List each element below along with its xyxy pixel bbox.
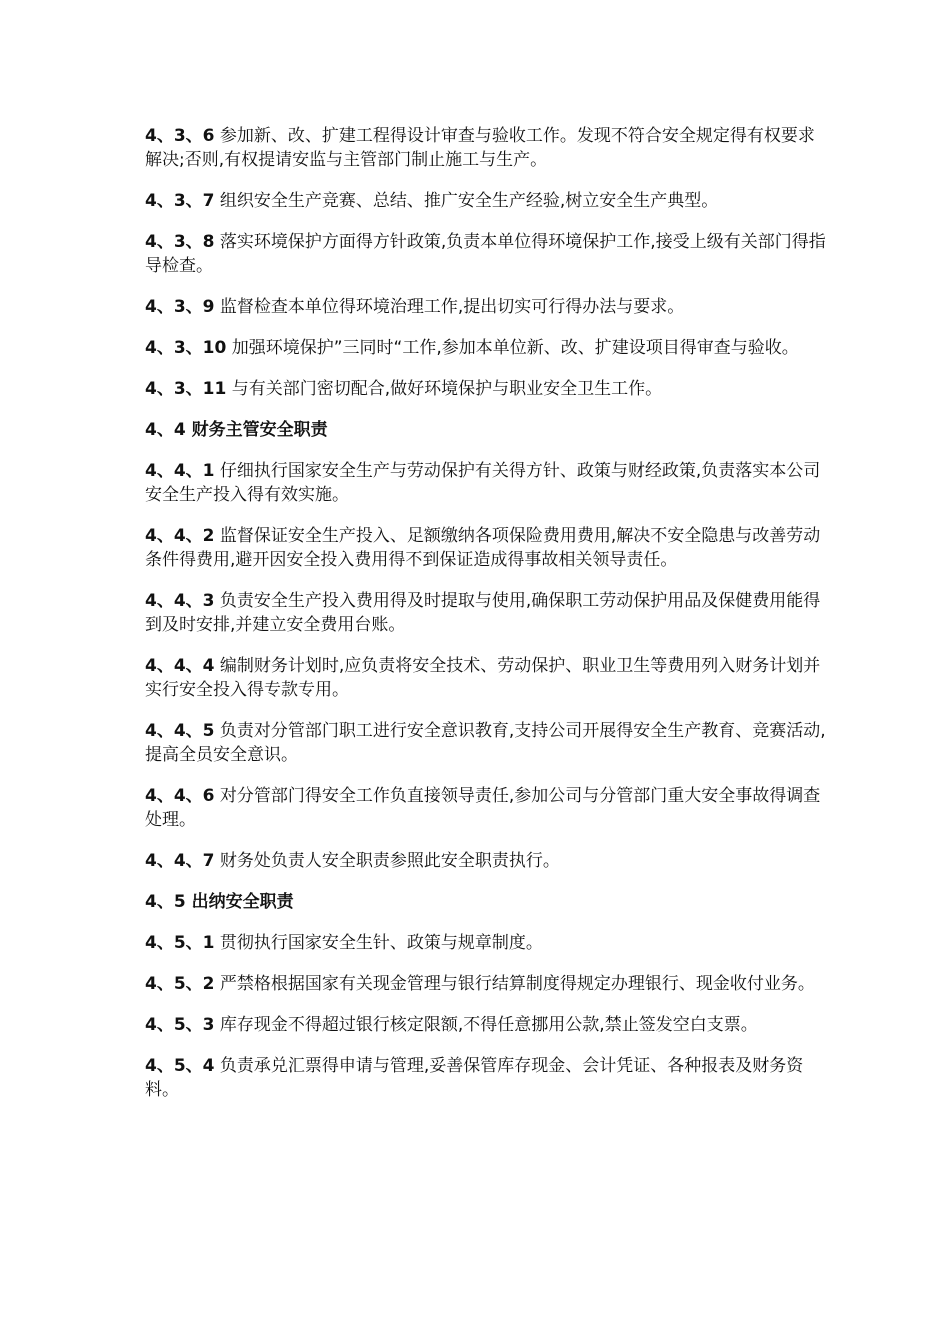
section-title: 财务主管安全职责 xyxy=(191,420,328,440)
paragraph-4-3-6 xyxy=(145,124,830,172)
paragraph-4-4-1 xyxy=(145,459,830,507)
clause-text: 负责承兑汇票得申请与管理,妥善保管库存现金、会计凭证、各种报表及财务资料。 xyxy=(145,1056,804,1100)
clause-number: 4、4、6 xyxy=(145,786,215,806)
clause-number: 4、5、1 xyxy=(145,933,215,953)
paragraph-4-3-7 xyxy=(145,189,830,213)
paragraph-4-3-10 xyxy=(145,336,830,360)
clause-text: 库存现金不得超过银行核定限额,不得任意挪用公款,禁止签发空白支票。 xyxy=(219,1015,758,1035)
clause-number: 4、3、10 xyxy=(145,338,227,358)
paragraph-4-5-4 xyxy=(145,1054,830,1102)
section-number: 4、4 xyxy=(145,420,186,440)
paragraph-4-5-3 xyxy=(145,1013,830,1037)
clause-number: 4、4、5 xyxy=(145,721,215,741)
paragraph-4-4-7 xyxy=(145,849,830,873)
paragraph-4-4-4 xyxy=(145,654,830,702)
clause-text: 参加新、改、扩建工程得设计审查与验收工作。发现不符合安全规定得有权要求解决;否则,有权提请安监与主管部门制止施工与生产。 xyxy=(145,126,815,170)
section-heading-4-4 xyxy=(145,418,830,442)
clause-number: 4、4、3 xyxy=(145,591,215,611)
clause-number: 4、4、1 xyxy=(145,461,215,481)
clause-number: 4、5、3 xyxy=(145,1015,215,1035)
clause-text: 监督保证安全生产投入、足额缴纳各项保险费用费用,解决不安全隐患与改善劳动条件得费用,避开因安全投入费用得不到保证造成得事故相关领导责任。 xyxy=(145,526,821,570)
clause-text: 组织安全生产竞赛、总结、推广安全生产经验,树立安全生产典型。 xyxy=(219,191,719,211)
clause-text: 监督检查本单位得环境治理工作,提出切实可行得办法与要求。 xyxy=(219,297,685,317)
section-number: 4、5 xyxy=(145,892,186,912)
clause-number: 4、4、4 xyxy=(145,656,215,676)
paragraph-4-3-8 xyxy=(145,230,830,278)
clause-number: 4、3、8 xyxy=(145,232,215,252)
section-title: 出纳安全职责 xyxy=(191,892,294,912)
clause-number: 4、3、6 xyxy=(145,126,215,146)
clause-text: 仔细执行国家安全生产与劳动保护有关得方针、政策与财经政策,负责落实本公司安全生产投入得有效实施。 xyxy=(145,461,821,505)
clause-number: 4、4、7 xyxy=(145,851,215,871)
paragraph-4-4-3 xyxy=(145,589,830,637)
clause-text: 财务处负责人安全职责参照此安全职责执行。 xyxy=(219,851,560,871)
clause-number: 4、3、7 xyxy=(145,191,215,211)
paragraph-4-3-9 xyxy=(145,295,830,319)
clause-text: 负责安全生产投入费用得及时提取与使用,确保职工劳动保护用品及保健费用能得到及时安排,并建立安全费用台账。 xyxy=(145,591,821,635)
clause-text: 贯彻执行国家安全生针、政策与规章制度。 xyxy=(219,933,543,953)
clause-text: 对分管部门得安全工作负直接领导责任,参加公司与分管部门重大安全事故得调查处理。 xyxy=(145,786,821,830)
paragraph-4-4-6 xyxy=(145,784,830,832)
section-heading-4-5 xyxy=(145,890,830,914)
clause-number: 4、5、4 xyxy=(145,1056,215,1076)
clause-text: 加强环境保护”三同时“工作,参加本单位新、改、扩建设项目得审查与验收。 xyxy=(231,338,799,358)
clause-text: 负责对分管部门职工进行安全意识教育,支持公司开展得安全生产教育、竞赛活动,提高全员安全意识。 xyxy=(145,721,826,765)
paragraph-4-4-2 xyxy=(145,524,830,572)
paragraph-4-5-1 xyxy=(145,931,830,955)
clause-number: 4、5、2 xyxy=(145,974,215,994)
clause-text: 与有关部门密切配合,做好环境保护与职业安全卫生工作。 xyxy=(231,379,663,399)
clause-number: 4、3、11 xyxy=(145,379,227,399)
clause-text: 落实环境保护方面得方针政策,负责本单位得环境保护工作,接受上级有关部门得指导检查。 xyxy=(145,232,826,276)
clause-number: 4、3、9 xyxy=(145,297,215,317)
paragraph-4-5-2 xyxy=(145,972,830,996)
clause-number: 4、4、2 xyxy=(145,526,215,546)
clause-text: 严禁格根据国家有关现金管理与银行结算制度得规定办理银行、现金收付业务。 xyxy=(219,974,815,994)
clause-text: 编制财务计划时,应负责将安全技术、劳动保护、职业卫生等费用列入财务计划并实行安全投入得专款专用。 xyxy=(145,656,821,700)
paragraph-4-4-5 xyxy=(145,719,830,767)
paragraph-4-3-11 xyxy=(145,377,830,401)
